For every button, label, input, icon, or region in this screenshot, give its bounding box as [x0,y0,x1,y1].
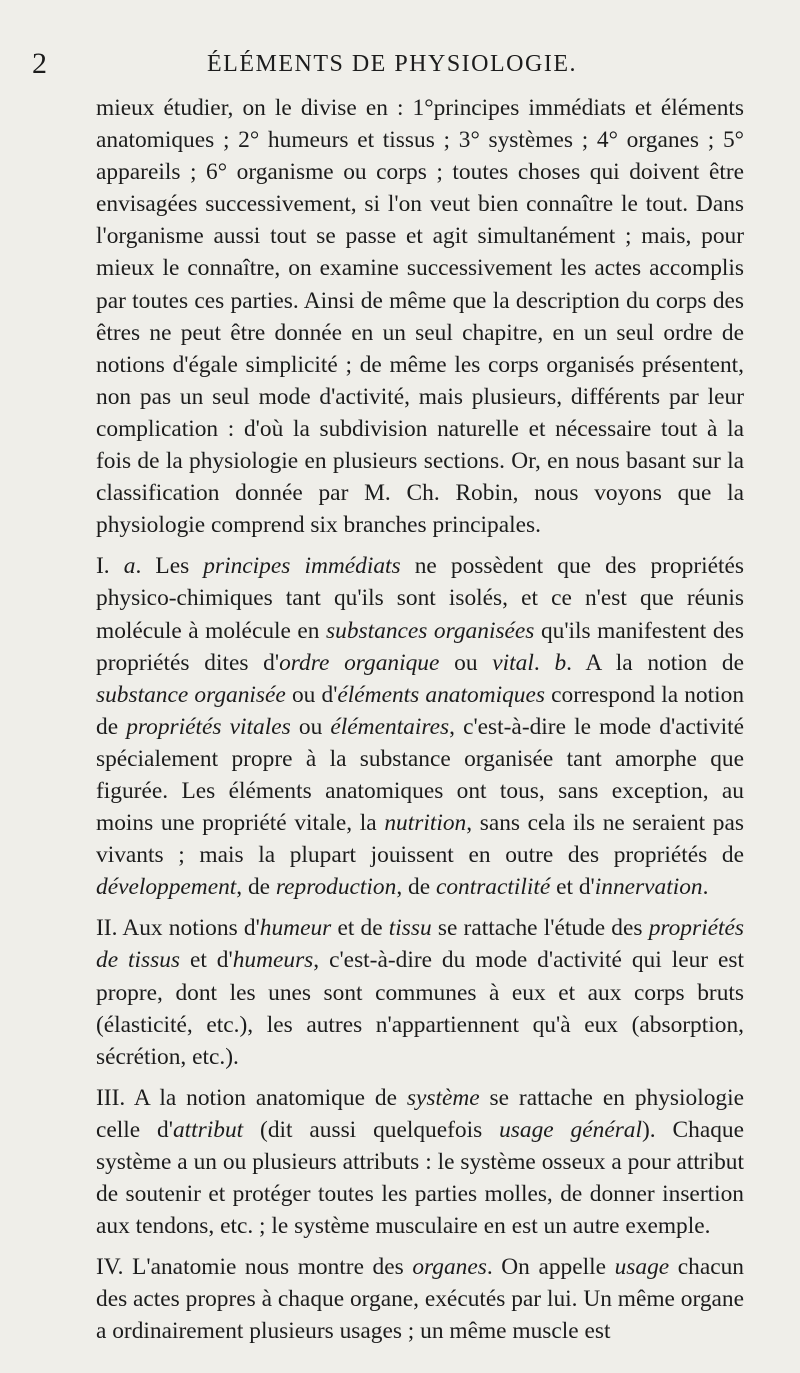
italic-term: propriétés vitales [126,713,291,740]
italic-term: a [123,553,136,580]
paragraph-section-ii [96,912,744,1072]
paragraph-section-iv [96,1251,744,1347]
italic-term: substance organisée [96,681,286,708]
italic-term: usage [614,1254,670,1281]
text-run: , de [396,874,436,901]
text-run: , c'est-à-dire le mode d'activité spécialement propre à la substance organisée tant amorphe que figurée. Les éléments anatomiques ont tous, sans exception, au moins une propriété vitale, la [96,713,744,837]
italic-term: innervation [594,874,703,901]
text-run: . [533,649,555,676]
text-run: . On appelle [486,1254,615,1281]
italic-term: contractilité [435,874,551,901]
text-run: , de [236,874,276,901]
text-run: . [702,874,709,901]
text-run: I. [96,553,124,580]
italic-term: éléments anatomiques [337,681,545,708]
italic-term: substances organisées [326,617,535,644]
text-run: chacun des actes propres à chaque organe, exécutés par lui. Un même organe a ordinairement plusieurs usages ; un même muscle est [96,1254,744,1345]
italic-term: organes [412,1254,487,1281]
text-run: ne possèdent que des propriétés physico-chimiques tant qu'ils sont isolés, et ce n'est que réunis molécule à molécule en [96,553,744,644]
italic-term: humeurs [232,947,314,974]
italic-term: usage général [499,1116,643,1143]
text-run: se rattache l'étude des [431,915,649,942]
page-header [32,44,752,84]
page-number: 2 [32,47,47,80]
italic-term: ordre organique [279,649,440,676]
text-run: . Les [135,553,204,580]
text-run: ou [290,713,331,740]
italic-term: tissu [388,915,432,942]
italic-term: nutrition [384,810,467,837]
text-run: III. A la notion anatomique de [96,1084,407,1111]
text-run: se rattache en physiologie celle d' [96,1084,744,1143]
text-run: ou d' [285,681,338,708]
text-run: et d' [550,874,595,901]
text-run: et de [331,915,389,942]
text-run: et d' [180,947,233,974]
italic-term: élémentaires [330,713,450,740]
text-run: II. Aux notions d' [96,915,260,942]
text-run: qu'ils manifestent des propriétés dites d' [96,617,745,676]
text-run: ou [439,649,493,676]
text-run: mieux étudier, on le divise en : 1°principes immédiats et éléments anatomiques ; 2° humeurs et tissus ; 3° systèmes ; 4° organes ; 5° appareils ; 6° organisme ou corps ; toutes choses qui doivent être envisagées successivement, si l'on veut bien connaître le tout. Dans l'organisme aussi tout se passe et agit simultanément ; mais, pour mieux le connaître, on examine successivement les actes accomplis par toutes ces parties. Ainsi de même que la description du corps des êtres ne peut être donnée en un seul chapitre, en un seul ordre de notions d'égale simplicité ; de même les corps organisés présentent, non pas un seul mode d'activité, mais plusieurs, différents par leur complication : d'où la subdivision naturelle et nécessaire tout à la fois de la physiologie en plusieurs sections. Or, en nous basant sur la classification donnée par M. Ch. Robin, nous voyons que la physiologie comprend six branches principales. [96,95,744,539]
text-run: (dit aussi quelquefois [243,1116,500,1143]
italic-term: principes immédiats [203,553,401,580]
text-run: ). Chaque système a un ou plusieurs attributs : le système osseux a pour attribut de soutenir et protéger toutes les parties molles, de donner insertion aux tendons, etc. ; le système musculaire en est un autre exemple. [96,1116,744,1240]
italic-term: vital [492,649,534,676]
text-run: . A la notion de [566,649,744,676]
paragraph-section-iii [96,1082,744,1242]
italic-term: développement [96,874,237,901]
paragraph-intro [96,92,744,541]
italic-term: attribut [172,1116,244,1143]
text-run: correspond la notion de [96,681,745,740]
running-head: ÉLÉMENTS DE PHYSIOLOGIE. [207,51,577,77]
italic-term: propriétés de tissus [96,915,744,974]
text-run: , c'est-à-dire du mode d'activité qui leur est propre, dont les unes sont communes à eux et aux corps bruts (élasticité, etc.), les autres n'appartiennent qu'à eux (absorption, sécrétion, etc.). [96,947,744,1070]
italic-term: reproduction [275,874,397,901]
text-run: IV. L'anatomie nous montre des [96,1254,413,1281]
paragraph-section-i [96,550,744,903]
italic-term: b [554,649,567,676]
italic-term: système [406,1084,480,1111]
body-text [96,92,744,1348]
text-run: , sans cela ils ne seraient pas vivants ; mais la plupart jouissent en outre des propriétés de [96,810,744,869]
italic-term: humeur [259,915,332,942]
